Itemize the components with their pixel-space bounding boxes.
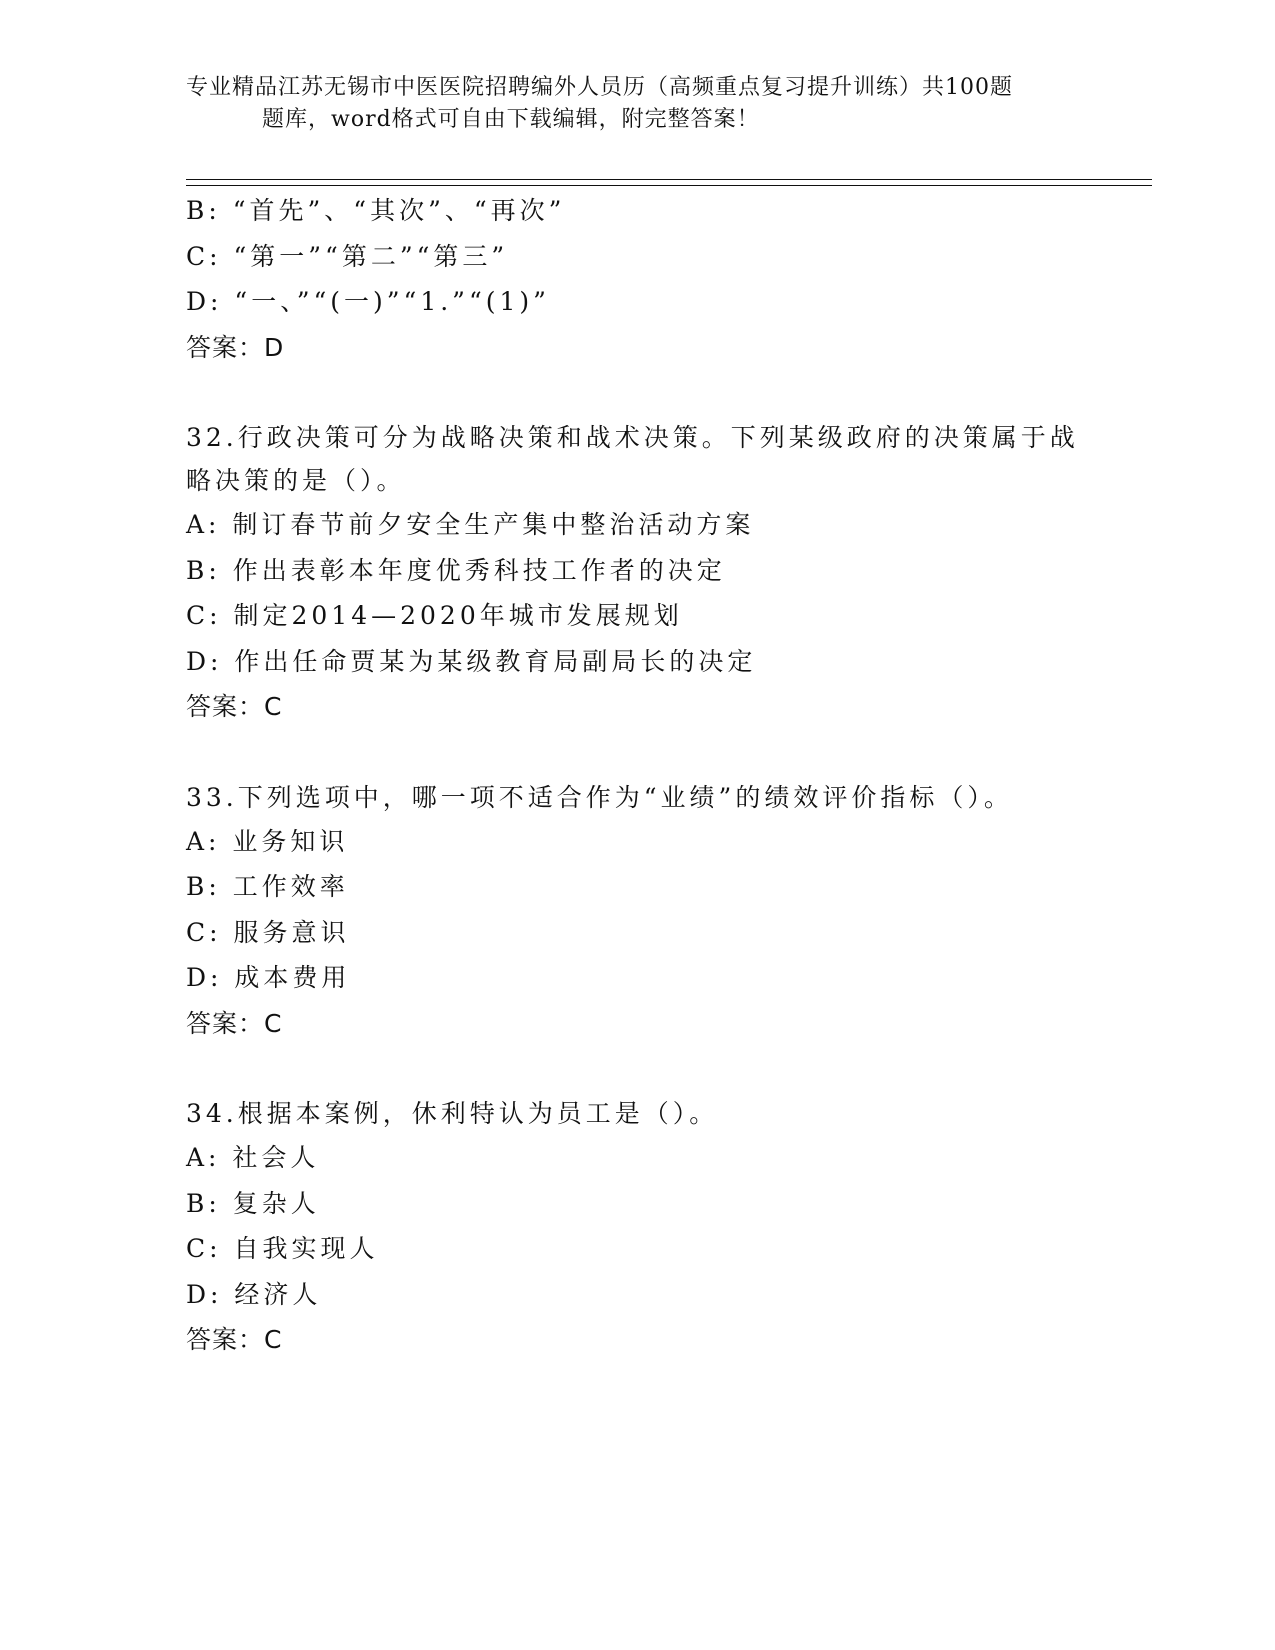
option-c: C: 服务意识: [186, 917, 350, 947]
question-list: [186, 188, 1106, 1363]
answer: 答案：D: [186, 332, 285, 362]
option-a: A: 制订春节前夕安全生产集中整治活动方案: [186, 510, 755, 539]
answer: 答案：C: [186, 1325, 283, 1354]
question-31-continued: [186, 188, 1106, 370]
answer: 答案：C: [186, 1008, 283, 1038]
option-b: B: 工作效率: [186, 872, 349, 901]
spacer: [186, 1046, 1106, 1092]
header-divider: [186, 179, 1152, 186]
option-d: D: 经济人: [186, 1279, 322, 1309]
option-c: C: 自我实现人: [186, 1234, 379, 1263]
question-34: [186, 1092, 1106, 1363]
question-stem: 32.行政决策可分为战略决策和战术决策。下列某级政府的决策属于战略决策的是（）。: [186, 423, 1079, 495]
option-b: B: 复杂人: [186, 1188, 320, 1218]
option-d: D: “一、”“(一)”“1.”“(1)”: [186, 287, 550, 316]
option-b: B: “首先”、“其次”、“再次”: [186, 196, 566, 225]
question-stem: 34.根据本案例，休利特认为员工是（）。: [186, 1099, 719, 1128]
document-title-line-1: 专业精品江苏无锡市中医医院招聘编外人员历（高频重点复习提升训练）共100题: [186, 75, 1013, 100]
option-b: B: 作出表彰本年度优秀科技工作者的决定: [186, 555, 726, 585]
spacer: [186, 370, 1106, 416]
answer: 答案：C: [186, 692, 283, 721]
page-header: [186, 72, 1086, 136]
spacer: [186, 730, 1106, 776]
option-c: C: 制定2014—2020年城市发展规划: [186, 601, 683, 630]
option-a: A: 社会人: [186, 1143, 320, 1172]
document-title-line-2: 题库，word格式可自由下载编辑，附完整答案！: [262, 107, 760, 132]
question-stem: 33.下列选项中，哪一项不适合作为“业绩”的绩效评价指标（）。: [186, 782, 1013, 812]
option-c: C: “第一”“第二”“第三”: [186, 241, 509, 271]
option-d: D: 成本费用: [186, 963, 351, 992]
option-d: D: 作出任命贾某为某级教育局副局长的决定: [186, 646, 757, 676]
question-32: [186, 416, 1106, 730]
question-33: [186, 776, 1106, 1047]
option-a: A: 业务知识: [186, 826, 349, 856]
